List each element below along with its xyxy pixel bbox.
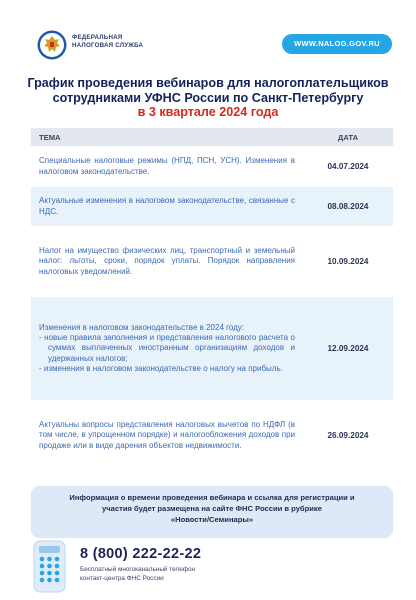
list-item: - изменения в налоговом законодательстве о налогу на прибыль. (39, 363, 283, 373)
info-line2: участия будет размещена на сайте ФНС России в рубрике (102, 504, 322, 513)
website-link-button[interactable]: WWW.NALOG.GOV.RU (282, 34, 392, 54)
row-topic (31, 320, 303, 377)
table-header (31, 128, 393, 146)
list-item: - новые правила заполнения и представления налогового расчета о суммах выплаченных иностранным организациям доходов и удержанных налогов; (39, 333, 295, 363)
title-line1: График проведения вебинаров для налогоплательщиков (27, 76, 389, 90)
column-header-topic: ТЕМА (39, 132, 61, 142)
org-name-line1: ФЕДЕРАЛЬНАЯ (72, 34, 123, 41)
org-name (72, 34, 143, 50)
org-name-line2: НАЛОГОВАЯ СЛУЖБА (72, 42, 144, 49)
row-topic: Актуальные изменения в налоговом законодательстве, связанные с НДС. (39, 196, 295, 216)
row-topic-list (39, 333, 295, 374)
table-row (31, 186, 393, 226)
page-title (20, 76, 396, 120)
row-date: 12.09.2024 (327, 344, 369, 353)
row-topic-intro: Изменения в налоговом законодательстве в 2024 году: (39, 322, 245, 332)
page-header (0, 0, 416, 70)
table-row (31, 226, 393, 296)
title-line2: сотрудниками УФНС России по Санкт-Петербургу (52, 90, 364, 105)
fns-emblem-icon (37, 30, 67, 60)
info-line3: «Новости/Семинары» (170, 515, 254, 524)
title-line3: в 3 квартале 2024 года (137, 105, 279, 119)
info-line1: Информация о времени проведения вебинара и ссылка для регистрации и (69, 493, 355, 502)
table-row (31, 296, 393, 400)
hotline-phone-number[interactable]: 8 (800) 222-22-22 (80, 546, 202, 562)
row-date: 08.08.2024 (327, 202, 369, 211)
webinar-schedule-table (31, 128, 393, 470)
column-header-date: ДАТА (337, 132, 359, 142)
table-row (31, 146, 393, 186)
info-notice (31, 486, 393, 538)
row-topic: Налог на имущество физических лиц, транспортный и земельный налог: льготы, сроки, порядок уплаты. Порядок направления налоговых уведомлений. (39, 246, 295, 276)
row-date: 10.09.2024 (327, 257, 369, 266)
row-date: 26.09.2024 (327, 431, 369, 440)
hotline-desc-line2: контакт-центра ФНС России (80, 575, 164, 582)
table-row (31, 400, 393, 470)
phone-icon (33, 540, 66, 593)
row-date: 04.07.2024 (327, 162, 369, 171)
hotline-desc-line1: Бесплатный многоканальный телефон (80, 566, 196, 573)
hotline-description (80, 565, 195, 583)
row-topic: Специальные налоговые режимы (НПД, ПСН, УСН). Изменения в налоговом законодательстве. (39, 156, 295, 176)
row-topic: Актуальны вопросы представления налоговых вычетов по НДФЛ (в том числе, в упрощенном порядке) и налогообложения доходов при продаже или в виде дарения объектов недвижимости. (39, 420, 295, 450)
